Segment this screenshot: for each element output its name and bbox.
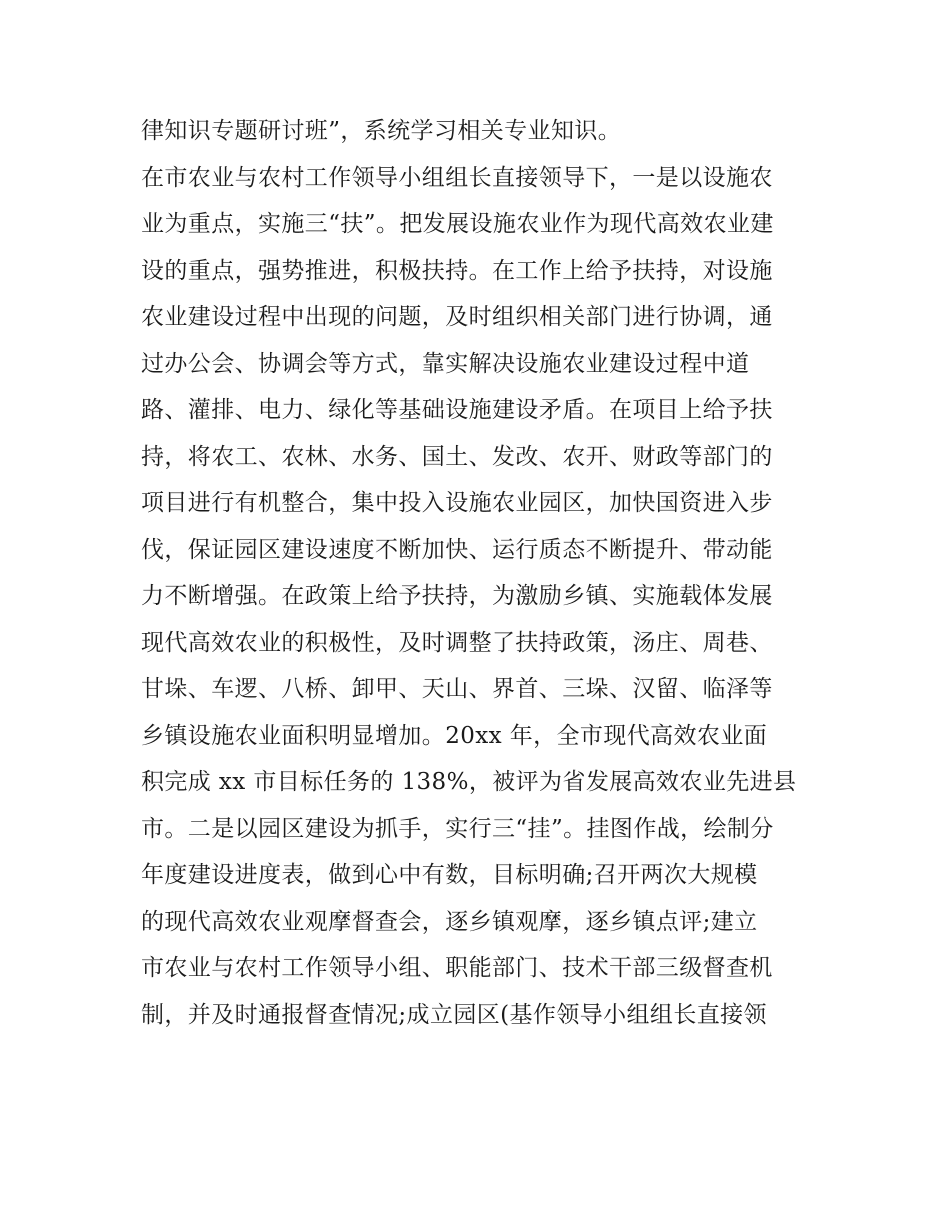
text-line: 市农业与农村工作领导小组、职能部门、技术干部三级督查机 [141, 955, 773, 981]
text-line: 乡镇设施农业面积明显增加。20xx 年，全市现代高效农业面 [141, 722, 768, 749]
text-line: 制，并及时通报督查情况;成立园区(基作领导小组组长直接领 [141, 1001, 767, 1028]
text-line: 业为重点，实施三“扶”。把发展设施农业作为现代高效农业建 [141, 211, 774, 237]
text-line: 甘垛、车逻、八桥、卸甲、天山、界首、三垛、汉留、临泽等 [141, 676, 773, 702]
text-line: 在市农业与农村工作领导小组组长直接领导下，一是以设施农 [141, 164, 773, 191]
text-line: 过办公会、协调会等方式，靠实解决设施农业建设过程中道 [141, 350, 750, 377]
text-line: 力不断增强。在政策上给予扶持，为激励乡镇、实施载体发展 [141, 583, 773, 609]
text-line: 现代高效农业的积极性，及时调整了扶持政策，汤庄、周巷、 [141, 629, 773, 656]
text-line: 设的重点，强势推进，积极扶持。在工作上给予扶持，对设施 [141, 257, 773, 284]
text-line: 的现代高效农业观摩督查会，逐乡镇观摩，逐乡镇点评;建立 [141, 908, 758, 935]
text-line: 年度建设进度表，做到心中有数，目标明确;召开两次大规模 [141, 862, 758, 888]
text-line: 持，将农工、农林、水务、国土、发改、农开、财政等部门的 [141, 443, 773, 470]
text-line: 伐，保证园区建设速度不断加快、运行质态不断提升、带动能 [141, 536, 773, 563]
text-line: 积完成 xx 市目标任务的 138%，被评为省发展高效农业先进县 [141, 769, 797, 795]
text-line: 律知识专题研讨班”，系统学习相关专业知识。 [141, 118, 622, 144]
text-line: 路、灌排、电力、绿化等基础设施建设矛盾。在项目上给予扶 [141, 397, 773, 423]
text-line: 项目进行有机整合，集中投入设施农业园区，加快国资进入步 [141, 490, 773, 516]
body-text [141, 108, 821, 1038]
text-line: 市。二是以园区建设为抓手，实行三“挂”。挂图作战，绘制分 [141, 815, 774, 842]
text-line: 农业建设过程中出现的问题，及时组织相关部门进行协调，通 [141, 304, 773, 330]
